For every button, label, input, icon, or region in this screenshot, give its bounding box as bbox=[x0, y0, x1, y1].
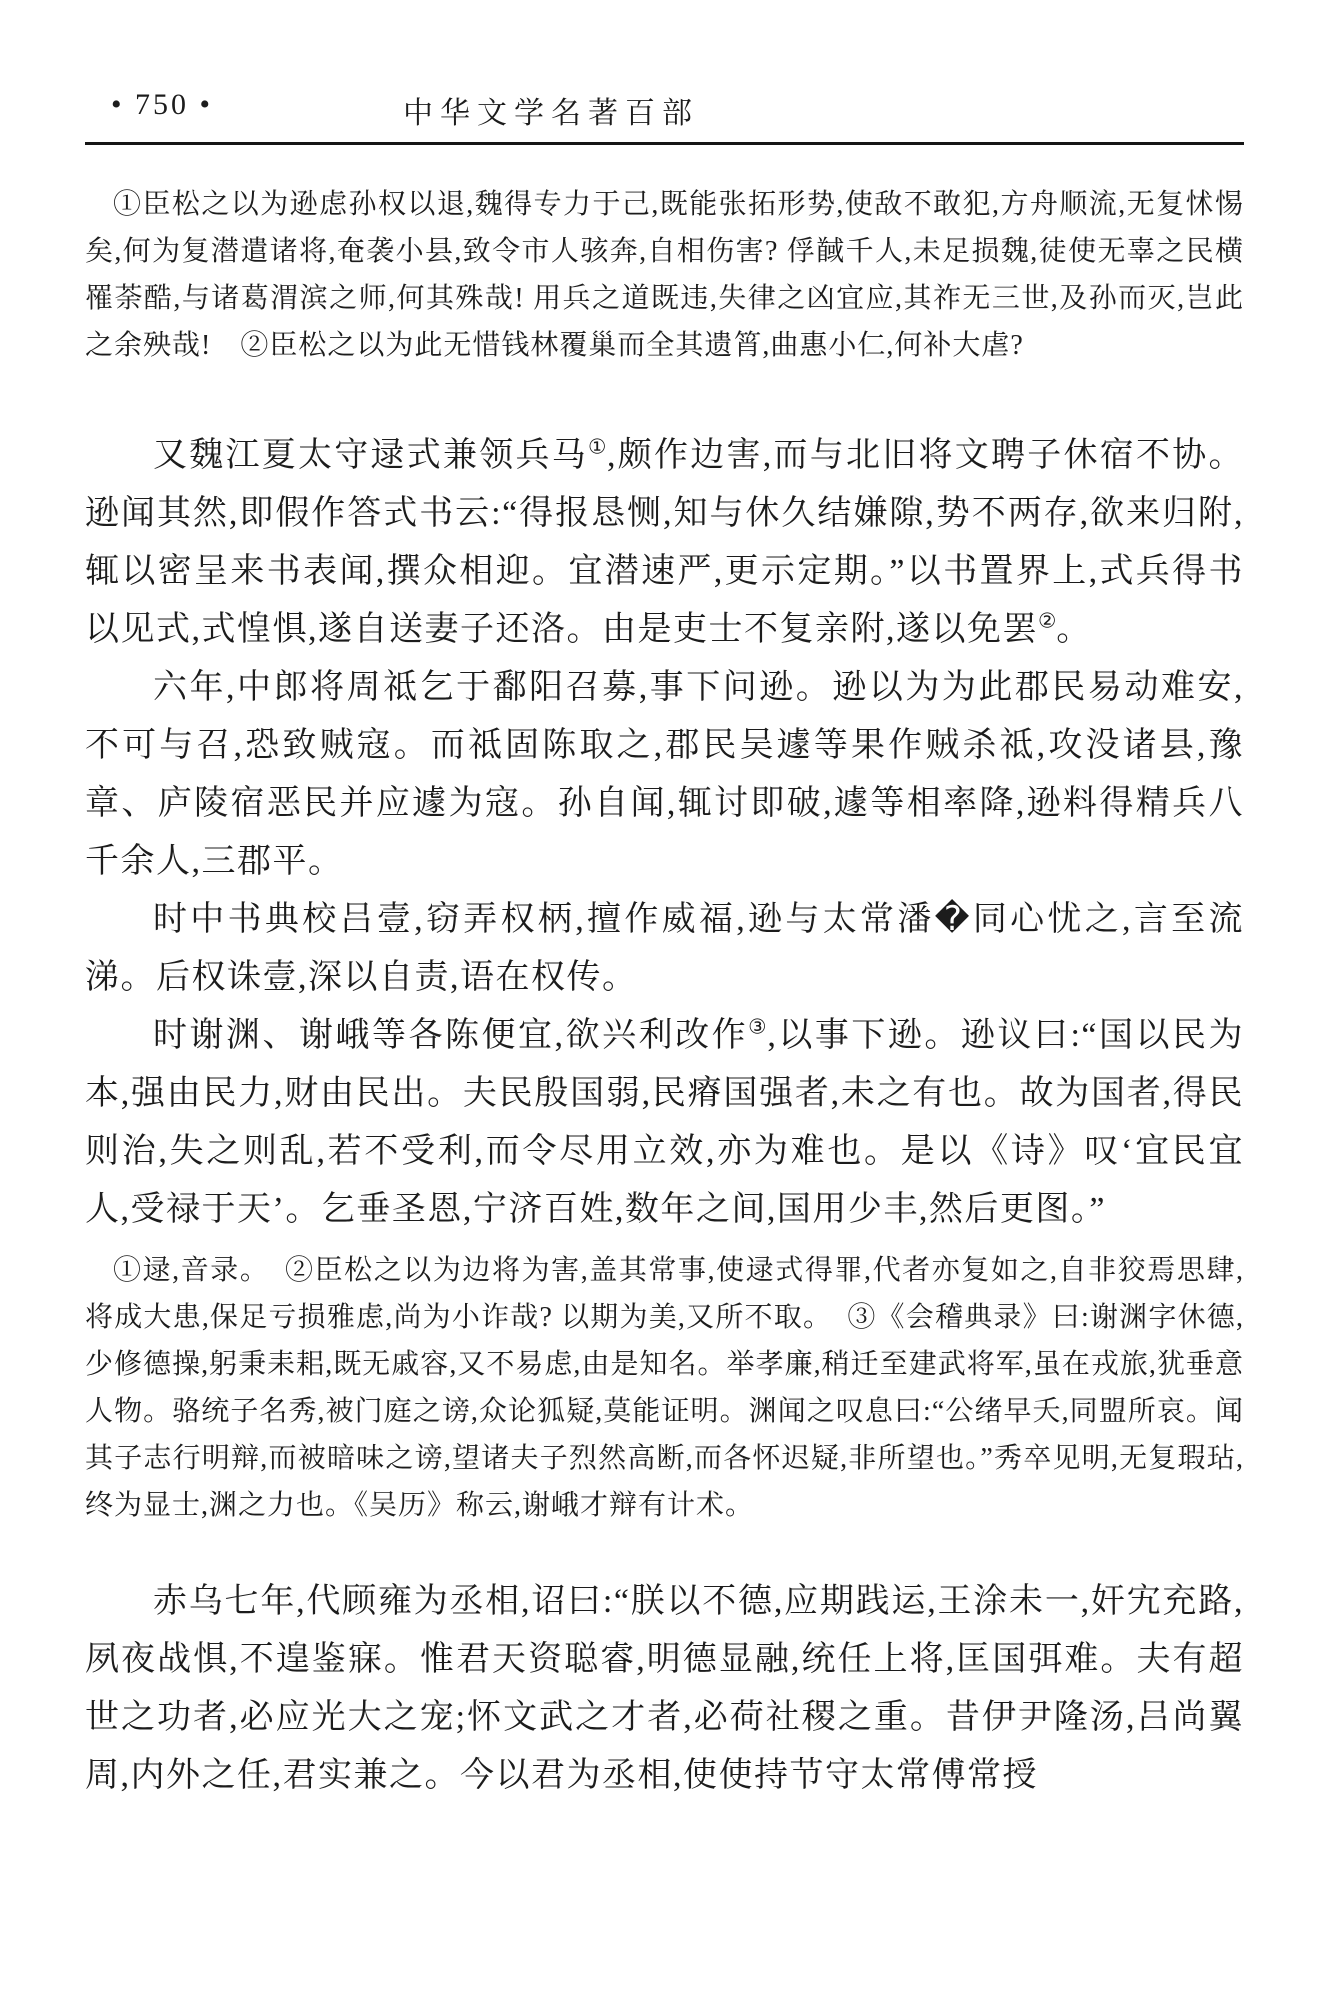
page-header bbox=[85, 86, 1244, 132]
footnote-marker-2: ② bbox=[1038, 610, 1057, 633]
paragraph-1-text: 。 bbox=[1056, 611, 1092, 648]
footnote-block-top bbox=[85, 181, 1244, 369]
paragraph-5 bbox=[85, 1573, 1244, 1805]
header-divider bbox=[85, 142, 1244, 145]
footnote-text: ①逯,音录。 ②臣松之以为边将为害,盖其常事,使逯式得罪,代者亦复如之,自非狡焉思肆,将成大患,保足亏损雅虑,尚为小诈哉? 以期为美,又所不取。 ③《会稽典录》曰:谢渊字休德,少修德操,躬秉耒耜,既无戚容,又不易虑,由是知名。举孝廉,稍迁至建武将军,虽在戎旅,犹垂意人物。骆统子名秀,被门庭之谤,众论狐疑,莫能证明。渊闻之叹息曰:“公绪早夭,同盟所哀。闻其子志行明辩,而被暗味之谤,望诸夫子烈然高断,而各怀迟疑,非所望也。”秀卒见明,无复瑕玷,终为显士,渊之力也。《吴历》称云,谢峨才辩有计术。 bbox=[85, 1255, 1244, 1521]
paragraph-1-text: ,颇作边害,而与北旧将文聘子休宿不协。逊闻其然,即假作答式书云:“得报恳恻,知与休久结嫌隙,势不两存,欲来归附,辄以密呈来书表闻,撰众相迎。宜潜速严,更示定期。”以书置界上,式兵得书以见式,式惶惧,遂自送妻子还洛。由是吏士不复亲附,遂以免罢 bbox=[85, 437, 1245, 648]
footnote-text: ①臣松之以为逊虑孙权以退,魏得专力于己,既能张拓形势,使敌不敢犯,方舟顺流,无复怵惕矣,何为复潜遣诸将,奄袭小县,致令市人骇奔,自相伤害? 俘馘千人,未足损魏,徒使无辜之民横罹荼酷,与诸葛渭滨之师,何其殊哉! 用兵之道既违,失律之凶宜应,其祚无三世,及孙而灭,岂此之余殃哉! ②臣松之以为此无惜钱林覆巢而全其遗筲,曲惠小仁,何补大虐? bbox=[85, 189, 1244, 361]
paragraph-5-text: 赤乌七年,代顾雍为丞相,诏曰:“朕以不德,应期践运,王涂未一,奸宄充路,夙夜战惧,不遑鉴寐。惟君天资聪睿,明德显融,统任上将,匡国弭难。夫有超世之功者,必应光大之宠;怀文武之才者,必荷社稷之重。昔伊尹隆汤,吕尚翼周,内外之任,君实兼之。今以君为丞相,使使持节守太常傅常授 bbox=[85, 1583, 1244, 1794]
paragraph-1-text: 又魏江夏太守逯式兼领兵马 bbox=[153, 437, 588, 474]
book-title: 中华文学名著百部 bbox=[403, 97, 699, 130]
footnote-marker-1: ① bbox=[588, 436, 608, 459]
paragraph-2-text: 六年,中郎将周祗乞于鄱阳召募,事下问逊。逊以为为此郡民易动难安,不可与召,恐致贼寇。而祗固陈取之,郡民吴遽等果作贼杀祗,攻没诸县,豫章、庐陵宿恶民并应遽为寇。孙自闻,辄讨即破,遽等相率降,逊料得精兵八千余人,三郡平。 bbox=[85, 669, 1244, 880]
paragraph-4-text: 时谢渊、谢峨等各陈便宜,欲兴利改作 bbox=[153, 1017, 749, 1054]
paragraph-4-text: ,以事下逊。逊议曰:“国以民为本,强由民力,财由民出。夫民殷国弱,民瘠国强者,未之有也。故为国者,得民则治,失之则乱,若不受利,而令尽用立效,亦为难也。是以《诗》叹‘宜民宜人,受禄于天’。乞垂圣恩,宁济百姓,数年之间,国用少丰,然后更图。” bbox=[85, 1017, 1244, 1228]
main-text-block bbox=[85, 427, 1244, 1239]
paragraph-2 bbox=[85, 659, 1244, 891]
paragraph-3 bbox=[85, 891, 1244, 1007]
closing-text-block bbox=[85, 1573, 1244, 1805]
footnote-marker-3: ③ bbox=[748, 1016, 768, 1039]
paragraph-4 bbox=[85, 1007, 1244, 1239]
paragraph-3-text: 时中书典校吕壹,窃弄权柄,擅作威福,逊与太常潘�同心忧之,言至流涕。后权诛壹,深以自责,语在权传。 bbox=[85, 901, 1244, 996]
paragraph-1 bbox=[85, 427, 1244, 659]
footnote-block-bottom bbox=[85, 1247, 1244, 1529]
page-number: • 750 • bbox=[111, 88, 214, 121]
